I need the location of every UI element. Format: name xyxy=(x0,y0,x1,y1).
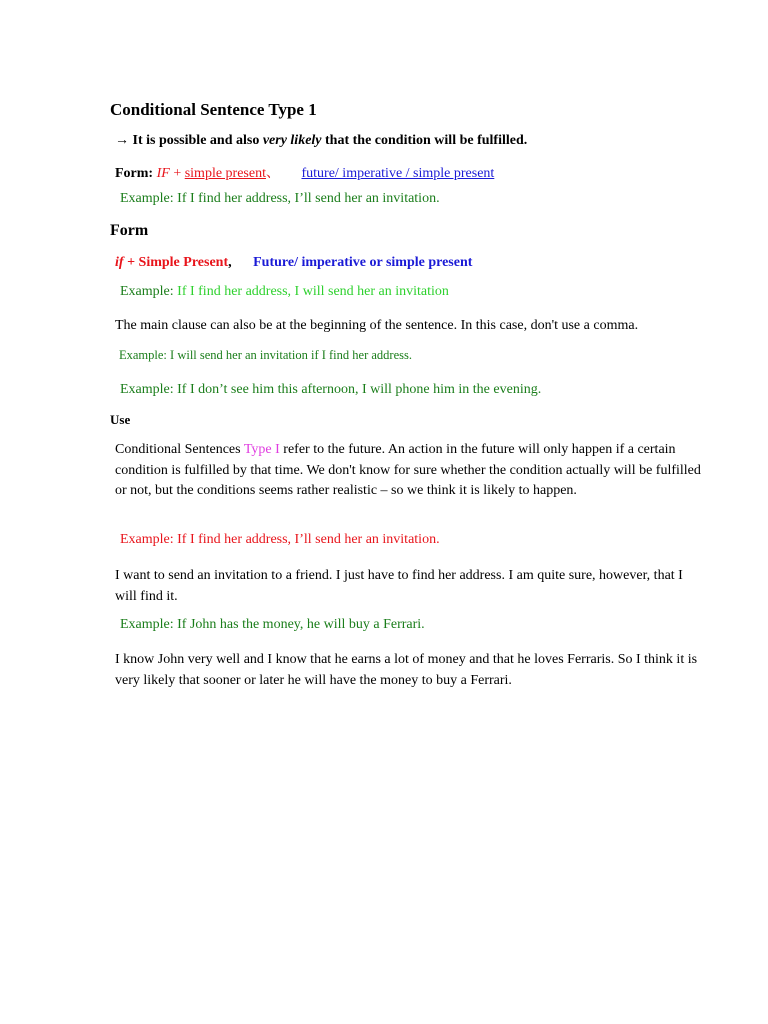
example-1-text: If I find her address, I’ll send her an invitation. xyxy=(177,191,440,206)
intro-line xyxy=(115,133,527,149)
intro-emphasis: very likely xyxy=(262,133,322,148)
form2-comma: , xyxy=(228,255,232,270)
form-line xyxy=(115,162,494,182)
example-2-text: If I find her address, I will send her an invitation xyxy=(177,284,449,299)
form2-line xyxy=(115,255,472,271)
form-heading: Form xyxy=(110,222,149,239)
example-3: Example: I will send her an invitation if I find her address. xyxy=(119,348,412,362)
example-2-label: Example: xyxy=(120,284,174,299)
use-paragraph-part1: Conditional Sentences xyxy=(115,442,241,457)
intro-part1: It is possible and also xyxy=(132,133,260,148)
example-1-label: Example: xyxy=(120,191,174,206)
arrow-icon: → xyxy=(115,133,129,148)
use-paragraph-part2: refer to the future. An action in the future will only happen if a certain condition is fulfilled by that time. We don't know for sure whether the condition actually will be fulfilled or not, but the conditions seems rather realistic – so we think it is likely to happen. xyxy=(115,442,701,498)
form-label: Form: xyxy=(115,166,154,181)
main-clause-note: The main clause can also be at the beginning of the sentence. In this case, don't use a comma. xyxy=(115,318,639,333)
paragraph-3: I know John very well and I know that he earns a lot of money and that he loves Ferraris. So I think it is very likely that sooner or later he will have the money to buy a Ferrari. xyxy=(115,652,698,688)
paragraph-2: I want to send an invitation to a friend. I just have to find her address. I am quite sure, however, that I will find it. xyxy=(115,568,683,604)
example-2 xyxy=(120,284,449,300)
example-6: Example: If John has the money, he will buy a Ferrari. xyxy=(120,617,425,632)
use-paragraph xyxy=(115,440,705,502)
form2-if: if xyxy=(115,255,124,270)
form-plus: + xyxy=(173,166,182,181)
example-5: Example: If I find her address, I’ll send her an invitation. xyxy=(120,532,440,547)
use-paragraph-type: Type I xyxy=(243,442,280,457)
form-simple-present: simple present xyxy=(184,166,266,181)
form-separator: 、 xyxy=(265,166,280,181)
example-1 xyxy=(120,191,440,207)
intro-part2: that the condition will be fulfilled. xyxy=(325,133,528,148)
form-rest: future/ imperative / simple present xyxy=(301,166,495,181)
use-heading: Use xyxy=(110,412,131,427)
form-if: IF xyxy=(156,166,170,181)
page-title: Conditional Sentence Type 1 xyxy=(110,100,317,119)
example-4: Example: If I don’t see him this afternoon, I will phone him in the evening. xyxy=(120,382,542,397)
form2-simple-present: + Simple Present xyxy=(127,255,229,270)
form2-rest: Future/ imperative or simple present xyxy=(253,255,473,270)
